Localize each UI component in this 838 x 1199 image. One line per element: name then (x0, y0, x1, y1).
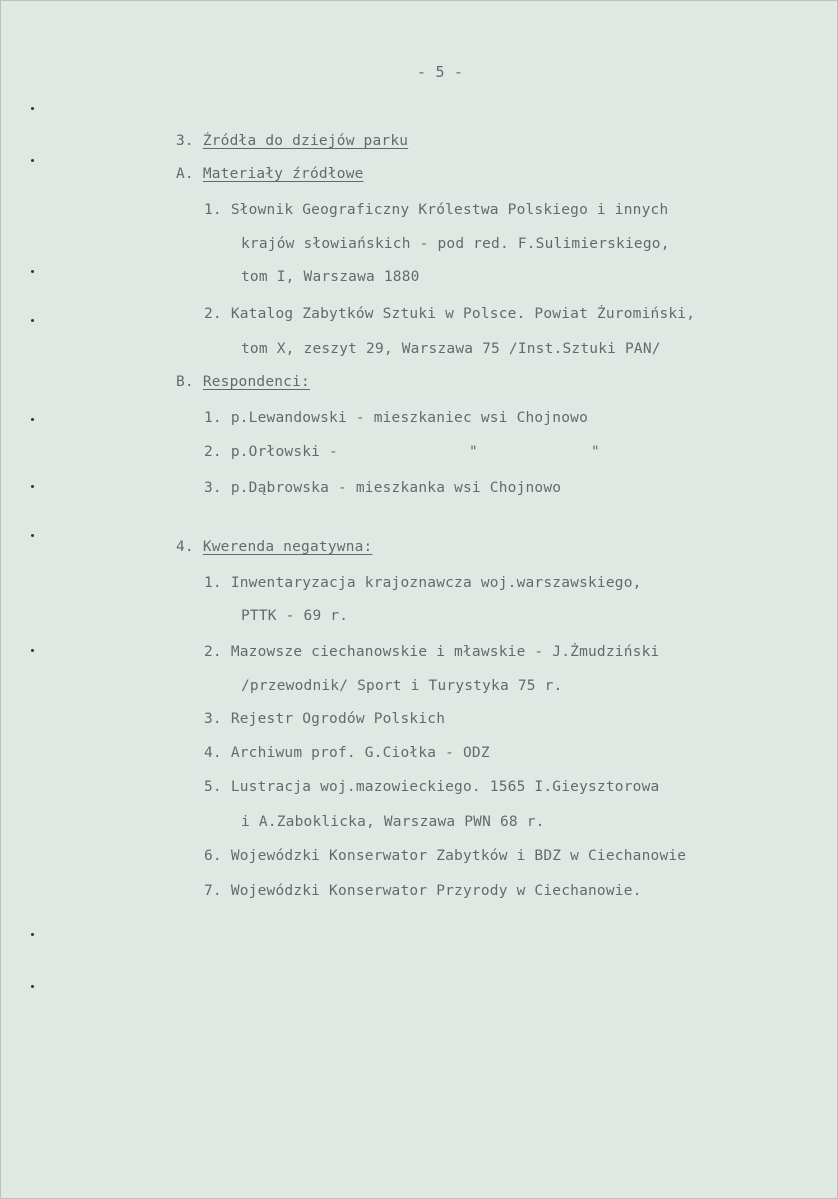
margin-mark (31, 933, 34, 936)
item-number: 3. (204, 711, 222, 727)
section-title: Źródła do dziejów parku (202, 133, 409, 149)
item-continuation: PTTK - 69 r. (241, 608, 349, 624)
item-number: 2. (204, 306, 222, 322)
list-item (204, 410, 588, 426)
item-number: 7. (204, 883, 222, 899)
list-item (204, 779, 659, 795)
item-number: 1. (204, 575, 222, 591)
item-text: Katalog Zabytków Sztuki w Polsce. Powiat Żuromiński, (230, 306, 696, 322)
subsection-letter: B. (176, 374, 194, 390)
item-number: 1. (204, 410, 222, 426)
list-item (204, 306, 695, 322)
item-text: Lustracja woj.mazowieckiego. 1565 I.Gieysztorowa (230, 779, 660, 795)
section-number: 3. (176, 133, 194, 149)
item-text: Słownik Geograficzny Królestwa Polskiego i innych (230, 202, 669, 218)
subsection-title: Respondenci: (202, 374, 310, 390)
item-text: Inwentaryzacja krajoznawcza woj.warszawskiego, (230, 575, 642, 591)
section-3-heading (176, 133, 408, 149)
item-number: 1. (204, 202, 222, 218)
list-item (204, 444, 338, 460)
subsection-a-heading (176, 166, 364, 182)
margin-mark (31, 159, 34, 162)
item-text: Wojewódzki Konserwator Przyrody w Ciechanowie. (230, 883, 642, 899)
item-number: 5. (204, 779, 222, 795)
list-item (204, 711, 445, 727)
section-number: 4. (176, 539, 194, 555)
list-item (204, 480, 561, 496)
item-number: 2. (204, 444, 222, 460)
section-4-heading (176, 539, 372, 555)
item-number: 4. (204, 745, 222, 761)
margin-mark (31, 985, 34, 988)
section-title: Kwerenda negatywna: (202, 539, 373, 555)
item-text: p.Lewandowski - mieszkaniec wsi Chojnowo (230, 410, 589, 426)
list-item (204, 848, 686, 864)
list-item (204, 745, 490, 761)
item-text: p.Dąbrowska - mieszkanka wsi Chojnowo (230, 480, 562, 496)
item-number: 2. (204, 644, 222, 660)
item-continuation: tom X, zeszyt 29, Warszawa 75 /Inst.Sztuki PAN/ (241, 341, 661, 357)
item-text: p.Orłowski - (230, 444, 338, 460)
ditto-mark: " (469, 444, 478, 460)
item-continuation: krajów słowiańskich - pod red. F.Sulimierskiego, (241, 236, 670, 252)
item-number: 3. (204, 480, 222, 496)
margin-mark (31, 270, 34, 273)
list-item (204, 202, 668, 218)
item-number: 6. (204, 848, 222, 864)
page-number: - 5 - (417, 63, 464, 81)
item-text: Archiwum prof. G.Ciołka - ODZ (230, 745, 490, 761)
margin-mark (31, 319, 34, 322)
subsection-b-heading (176, 374, 310, 390)
item-continuation: tom I, Warszawa 1880 (241, 269, 420, 285)
item-text: Wojewódzki Konserwator Zabytków i BDZ w Ciechanowie (230, 848, 687, 864)
subsection-title: Materiały źródłowe (202, 166, 364, 182)
margin-mark (31, 107, 34, 110)
item-continuation: i A.Zaboklicka, Warszawa PWN 68 r. (241, 814, 545, 830)
margin-mark (31, 534, 34, 537)
item-text: Mazowsze ciechanowskie i mławskie - J.Żmudziński (230, 644, 660, 660)
list-item (204, 644, 659, 660)
list-item (204, 575, 642, 591)
item-text: Rejestr Ogrodów Polskich (230, 711, 446, 727)
margin-mark (31, 485, 34, 488)
ditto-mark: " (591, 444, 600, 460)
margin-mark (31, 418, 34, 421)
subsection-letter: A. (176, 166, 194, 182)
item-continuation: /przewodnik/ Sport i Turystyka 75 r. (241, 678, 563, 694)
margin-mark (31, 649, 34, 652)
list-item (204, 883, 642, 899)
